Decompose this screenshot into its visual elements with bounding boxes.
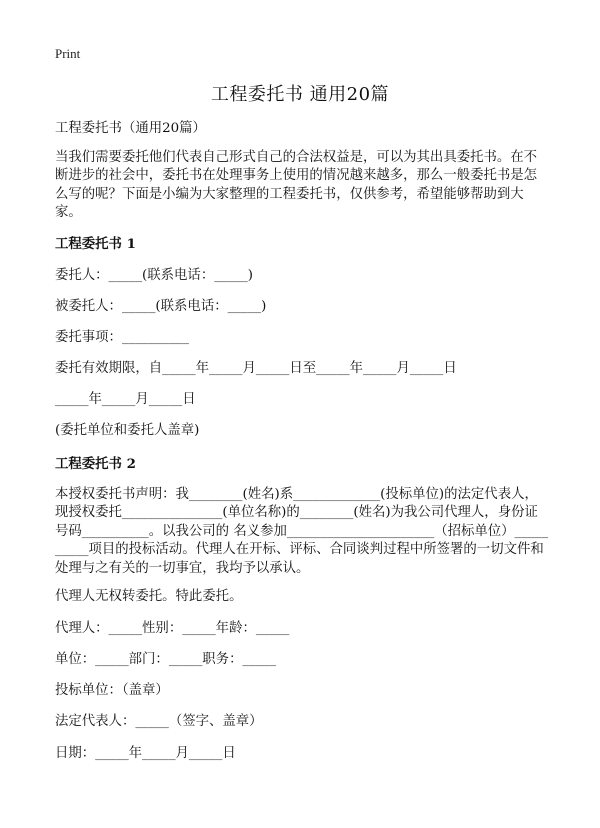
validity-line: 委托有效期限，自_____年_____月_____日至_____年_____月_____日 [55,361,457,376]
bidder-seal-line: 投标单位：（盖章） [55,683,169,698]
seal-note: (委托单位和委托人盖章) [55,423,200,438]
unit-info-line: 单位：_____部门：_____职务：_____ [55,652,276,667]
subtitle: 工程委托书（通用20篇） [55,121,206,136]
no-subdelegation-line: 代理人无权转委托。特此委托。 [55,589,243,604]
document-title: 工程委托书 通用20篇 [210,84,390,105]
sign-date-line: 日期：_____年_____月_____日 [55,746,236,761]
intro-paragraph: 当我们需要委托他们代表自己形式自己的合法权益是，可以为其出具委托书。在不断进步的社会中，委托书在处理事务上使用的情况越来越多，那么一般委托书是怎么写的呢？下面是小编为大家整理的工程委托书，仅供参考，希望能够帮助到大家。 [55,150,538,221]
section-2-heading: 工程委托书 2 [55,456,136,472]
matter-line: 委托事项：__________ [55,330,189,345]
principal-line: 委托人：_____(联系电话：_____) [55,268,253,283]
legal-rep-line: 法定代表人：_____（签字、盖章） [55,714,263,729]
authorization-paragraph: 本授权委托书声明：我________(姓名)系_____________(投标单位)的法定代表人，现授权委托_______________(单位名称)的________(姓名)为我公司代理人，身份证号码__________。以我公司的 名义参加______________________（招标单位）__________项目的投标活动。代理人在开标、评标、合同谈判过程中所签署的一切文件和处理与之有关的一切事宜，我均予以承认。 [55,487,549,576]
section-1-heading: 工程委托书 1 [55,236,136,252]
print-label: Print [55,46,81,61]
agent-info-line: 代理人：_____性别：_____年龄：_____ [55,621,290,636]
agent-line: 被委托人：_____(联系电话：_____) [55,299,267,314]
date-line: _____年_____月_____日 [55,392,196,407]
